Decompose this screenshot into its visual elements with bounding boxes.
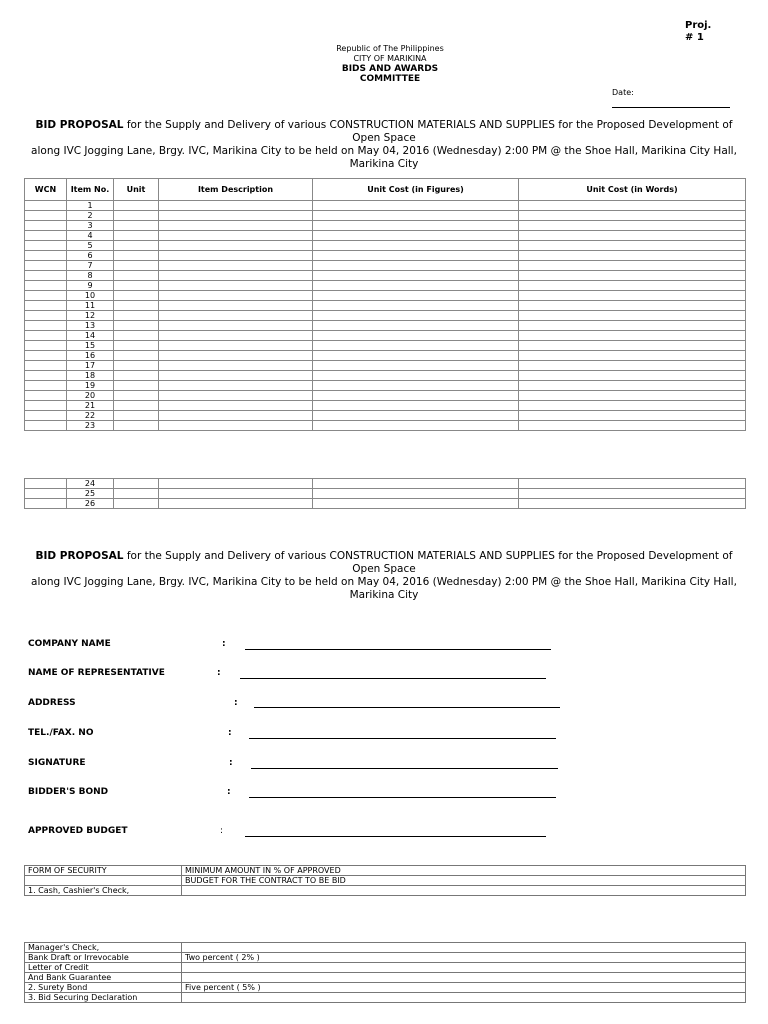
table-cell bbox=[313, 401, 519, 411]
items-table-continued-body bbox=[25, 479, 746, 509]
table-cell bbox=[114, 251, 159, 261]
table-row bbox=[25, 361, 746, 371]
table-cell bbox=[114, 241, 159, 251]
table-cell bbox=[519, 281, 746, 291]
title-line3: along IVC Jogging Lane, Brgy. IVC, Marikina City to be held on May 04, 2016 (Wednesday) 2:00 PM @ the Shoe Hall, Marikina City Hall, bbox=[31, 145, 737, 157]
security-header-row bbox=[25, 866, 746, 876]
item-number: 7 bbox=[67, 261, 114, 271]
signature-line[interactable] bbox=[251, 768, 558, 769]
address-colon: : bbox=[234, 698, 238, 708]
item-number: 4 bbox=[67, 231, 114, 241]
table-cell bbox=[114, 411, 159, 421]
security-row-cash bbox=[25, 886, 746, 896]
table-cell bbox=[519, 231, 746, 241]
col-item-no: Item No. bbox=[67, 179, 114, 201]
approved-budget-line[interactable] bbox=[245, 836, 546, 837]
committee-label-1: BIDS AND AWARDS bbox=[341, 64, 439, 74]
table-cell bbox=[313, 281, 519, 291]
table-cell bbox=[25, 211, 67, 221]
table-cell bbox=[114, 391, 159, 401]
signature-label: SIGNATURE bbox=[28, 758, 86, 768]
table-cell bbox=[25, 411, 67, 421]
table-cell bbox=[114, 281, 159, 291]
table-cell bbox=[519, 351, 746, 361]
table-cell bbox=[519, 381, 746, 391]
table-row bbox=[25, 411, 746, 421]
col-unit-cost-words: Unit Cost (in Words) bbox=[519, 179, 746, 201]
document-header bbox=[290, 44, 490, 84]
telfax-colon: : bbox=[228, 728, 232, 738]
table-cell bbox=[519, 301, 746, 311]
bid-proposal-title bbox=[20, 119, 748, 171]
security-cont-row: Manager's Check, bbox=[25, 943, 746, 953]
table-cell bbox=[313, 351, 519, 361]
table-cell bbox=[519, 421, 746, 431]
table-cell bbox=[25, 241, 67, 251]
bidders-bond-colon: : bbox=[227, 787, 231, 797]
table-cell bbox=[114, 221, 159, 231]
table-row bbox=[25, 499, 746, 509]
item-number: 8 bbox=[67, 271, 114, 281]
title2-line2: Open Space bbox=[352, 563, 416, 575]
two-percent-label: Two percent ( 2% ) bbox=[182, 953, 746, 963]
table-row bbox=[25, 341, 746, 351]
security-row-surety bbox=[25, 983, 746, 993]
approved-budget-label: APPROVED BUDGET bbox=[28, 826, 128, 836]
item-number: 10 bbox=[67, 291, 114, 301]
table-row bbox=[25, 221, 746, 231]
title2-line4: Marikina City bbox=[349, 589, 419, 601]
table-cell bbox=[519, 331, 746, 341]
table-cell bbox=[313, 261, 519, 271]
table-row bbox=[25, 381, 746, 391]
table-row bbox=[25, 231, 746, 241]
address-line[interactable] bbox=[254, 707, 560, 708]
republic-label: Republic of The Philippines bbox=[336, 44, 444, 53]
table-cell bbox=[313, 241, 519, 251]
table-cell bbox=[25, 251, 67, 261]
telfax-label: TEL./FAX. NO bbox=[28, 728, 94, 738]
table-cell bbox=[159, 311, 313, 321]
table-cell bbox=[114, 401, 159, 411]
table-row bbox=[25, 321, 746, 331]
table-cell bbox=[313, 391, 519, 401]
title-line1: for the Supply and Delivery of various CONSTRUCTION MATERIALS AND SUPPLIES for the Proposed Development of bbox=[123, 119, 733, 131]
project-number: Proj. # 1 bbox=[685, 20, 712, 43]
item-number: 21 bbox=[67, 401, 114, 411]
table-cell bbox=[313, 421, 519, 431]
item-number: 16 bbox=[67, 351, 114, 361]
col-unit-cost-figures: Unit Cost (in Figures) bbox=[313, 179, 519, 201]
item-number: 2 bbox=[67, 211, 114, 221]
company-name-colon: : bbox=[222, 639, 226, 649]
items-table-body bbox=[25, 201, 746, 431]
table-cell bbox=[114, 331, 159, 341]
table-cell bbox=[114, 361, 159, 371]
table-cell bbox=[114, 261, 159, 271]
table-cell bbox=[25, 489, 67, 499]
item-number: 19 bbox=[67, 381, 114, 391]
table-cell bbox=[313, 221, 519, 231]
table-cell bbox=[313, 381, 519, 391]
item-number: 6 bbox=[67, 251, 114, 261]
table-row bbox=[25, 489, 746, 499]
table-cell bbox=[159, 281, 313, 291]
table-row bbox=[25, 421, 746, 431]
table-cell bbox=[519, 321, 746, 331]
table-cell bbox=[25, 341, 67, 351]
table-cell bbox=[25, 401, 67, 411]
table-cell bbox=[159, 241, 313, 251]
security-col2-header-2: BUDGET FOR THE CONTRACT TO BE BID bbox=[182, 876, 746, 886]
item-number: 1 bbox=[67, 201, 114, 211]
table-cell bbox=[519, 479, 746, 489]
table-cell bbox=[159, 381, 313, 391]
five-percent-label: Five percent ( 5% ) bbox=[182, 983, 746, 993]
table-cell bbox=[25, 311, 67, 321]
table-row bbox=[25, 211, 746, 221]
table-cell bbox=[313, 291, 519, 301]
security-cont-row: Bank Draft or Irrevocable Two percent ( 2% ) bbox=[25, 953, 746, 963]
table-row bbox=[25, 401, 746, 411]
security-col2-header-1: MINIMUM AMOUNT IN % OF APPROVED bbox=[182, 866, 746, 876]
table-header-row bbox=[25, 179, 746, 201]
table-cell bbox=[159, 411, 313, 421]
table-cell bbox=[25, 421, 67, 431]
signature-colon: : bbox=[229, 758, 233, 768]
approved-budget-colon: : bbox=[220, 826, 224, 836]
table-cell bbox=[25, 351, 67, 361]
security-row-declaration bbox=[25, 993, 746, 1003]
address-label: ADDRESS bbox=[28, 698, 76, 708]
table-cell bbox=[313, 411, 519, 421]
item-number: 22 bbox=[67, 411, 114, 421]
table-cell bbox=[25, 231, 67, 241]
table-cell bbox=[159, 489, 313, 499]
table-row bbox=[25, 251, 746, 261]
item-number: 26 bbox=[67, 499, 114, 509]
table-cell bbox=[313, 231, 519, 241]
bid-securing-declaration-label: 3. Bid Securing Declaration bbox=[25, 993, 182, 1003]
table-row bbox=[25, 331, 746, 341]
table-cell bbox=[159, 231, 313, 241]
table-row bbox=[25, 201, 746, 211]
table-cell bbox=[519, 371, 746, 381]
table-cell bbox=[114, 341, 159, 351]
table-cell bbox=[114, 291, 159, 301]
table-cell bbox=[25, 331, 67, 341]
table-row bbox=[25, 301, 746, 311]
table-cell bbox=[313, 341, 519, 351]
security-header-row-2 bbox=[25, 876, 746, 886]
items-table bbox=[24, 178, 746, 431]
representative-label: NAME OF REPRESENTATIVE bbox=[28, 668, 165, 678]
item-number: 11 bbox=[67, 301, 114, 311]
table-cell bbox=[519, 411, 746, 421]
table-cell bbox=[313, 271, 519, 281]
item-number: 3 bbox=[67, 221, 114, 231]
table-cell bbox=[159, 301, 313, 311]
col-wcn: WCN bbox=[25, 179, 67, 201]
table-cell bbox=[159, 351, 313, 361]
table-cell bbox=[519, 499, 746, 509]
table-cell bbox=[159, 499, 313, 509]
security-table bbox=[24, 865, 746, 896]
table-cell bbox=[519, 361, 746, 371]
date-label: Date: bbox=[612, 88, 634, 97]
table-cell bbox=[159, 291, 313, 301]
table-row bbox=[25, 351, 746, 361]
title-line2: Open Space bbox=[352, 132, 416, 144]
telfax-line[interactable] bbox=[249, 738, 556, 739]
security-cont-row: And Bank Guarantee bbox=[25, 973, 746, 983]
item-number: 20 bbox=[67, 391, 114, 401]
table-cell bbox=[114, 201, 159, 211]
item-number: 24 bbox=[67, 479, 114, 489]
security-table-continued bbox=[24, 942, 746, 1003]
table-row bbox=[25, 391, 746, 401]
item-number: 23 bbox=[67, 421, 114, 431]
table-cell bbox=[114, 351, 159, 361]
table-cell bbox=[159, 321, 313, 331]
table-cell bbox=[519, 391, 746, 401]
table-cell bbox=[519, 489, 746, 499]
table-cell bbox=[519, 271, 746, 281]
table-cell bbox=[313, 321, 519, 331]
table-cell bbox=[159, 371, 313, 381]
table-row bbox=[25, 311, 746, 321]
table-cell bbox=[519, 211, 746, 221]
table-row bbox=[25, 261, 746, 271]
table-cell bbox=[159, 201, 313, 211]
table-cell bbox=[313, 201, 519, 211]
table-cell bbox=[114, 499, 159, 509]
company-name-label: COMPANY NAME bbox=[28, 639, 111, 649]
date-line bbox=[612, 97, 730, 108]
table-cell bbox=[313, 251, 519, 261]
table-cell bbox=[159, 211, 313, 221]
table-cell bbox=[519, 311, 746, 321]
table-cell bbox=[114, 421, 159, 431]
table-cell bbox=[25, 479, 67, 489]
table-cell bbox=[25, 291, 67, 301]
table-cell bbox=[313, 361, 519, 371]
table-cell bbox=[25, 271, 67, 281]
table-cell bbox=[25, 361, 67, 371]
table-cell bbox=[519, 221, 746, 231]
company-name-line[interactable] bbox=[245, 649, 551, 650]
table-cell bbox=[25, 391, 67, 401]
representative-colon: : bbox=[217, 668, 221, 678]
title2-line1: for the Supply and Delivery of various CONSTRUCTION MATERIALS AND SUPPLIES for the Proposed Development of bbox=[123, 550, 733, 562]
table-cell bbox=[114, 371, 159, 381]
table-row bbox=[25, 271, 746, 281]
title-line4: Marikina City bbox=[349, 158, 419, 170]
security-cash-label: 1. Cash, Cashier's Check, bbox=[25, 886, 182, 896]
table-cell bbox=[25, 261, 67, 271]
table-row bbox=[25, 281, 746, 291]
table-cell bbox=[114, 321, 159, 331]
table-cell bbox=[159, 341, 313, 351]
table-cell bbox=[114, 489, 159, 499]
item-number: 17 bbox=[67, 361, 114, 371]
table-cell bbox=[159, 421, 313, 431]
table-cell bbox=[25, 281, 67, 291]
table-cell bbox=[313, 489, 519, 499]
item-number: 14 bbox=[67, 331, 114, 341]
security-cont-row: Letter of Credit bbox=[25, 963, 746, 973]
table-cell bbox=[114, 479, 159, 489]
table-cell bbox=[159, 391, 313, 401]
table-cell bbox=[25, 321, 67, 331]
item-number: 13 bbox=[67, 321, 114, 331]
title2-line3: along IVC Jogging Lane, Brgy. IVC, Marikina City to be held on May 04, 2016 (Wednesday) 2:00 PM @ the Shoe Hall, Marikina City Hall, bbox=[31, 576, 737, 588]
surety-bond-label: 2. Surety Bond bbox=[25, 983, 182, 993]
table-cell bbox=[519, 291, 746, 301]
table-cell bbox=[159, 221, 313, 231]
table-cell bbox=[313, 371, 519, 381]
table-cell bbox=[313, 211, 519, 221]
table-cell bbox=[313, 499, 519, 509]
table-row bbox=[25, 371, 746, 381]
title-bold: BID PROPOSAL bbox=[35, 119, 124, 131]
table-cell bbox=[159, 261, 313, 271]
security-col1-header: FORM OF SECURITY bbox=[25, 866, 182, 876]
table-cell bbox=[159, 361, 313, 371]
table-row bbox=[25, 479, 746, 489]
table-cell bbox=[159, 271, 313, 281]
item-number: 18 bbox=[67, 371, 114, 381]
table-cell bbox=[159, 251, 313, 261]
item-number: 5 bbox=[67, 241, 114, 251]
city-label: CITY OF MARIKINA bbox=[353, 54, 427, 63]
table-cell bbox=[114, 311, 159, 321]
table-cell bbox=[25, 201, 67, 211]
col-item-description: Item Description bbox=[159, 179, 313, 201]
table-cell bbox=[313, 479, 519, 489]
table-cell bbox=[313, 311, 519, 321]
table-cell bbox=[25, 371, 67, 381]
table-cell bbox=[159, 401, 313, 411]
table-cell bbox=[114, 271, 159, 281]
representative-line[interactable] bbox=[240, 678, 546, 679]
item-number: 12 bbox=[67, 311, 114, 321]
table-cell bbox=[25, 301, 67, 311]
title2-bold: BID PROPOSAL bbox=[35, 550, 124, 562]
table-row bbox=[25, 241, 746, 251]
bid-proposal-title-2 bbox=[20, 550, 748, 602]
table-cell bbox=[519, 401, 746, 411]
items-table-continued bbox=[24, 478, 746, 509]
table-cell bbox=[519, 261, 746, 271]
date-field bbox=[612, 88, 730, 108]
bidders-bond-line[interactable] bbox=[249, 797, 556, 798]
table-cell bbox=[25, 381, 67, 391]
table-cell bbox=[25, 221, 67, 231]
table-row bbox=[25, 291, 746, 301]
item-number: 15 bbox=[67, 341, 114, 351]
table-cell bbox=[159, 479, 313, 489]
table-cell bbox=[313, 301, 519, 311]
committee-label-2: COMMITTEE bbox=[359, 74, 421, 84]
table-cell bbox=[159, 331, 313, 341]
bidders-bond-label: BIDDER'S BOND bbox=[28, 787, 109, 797]
col-unit: Unit bbox=[114, 179, 159, 201]
table-cell bbox=[313, 331, 519, 341]
item-number: 25 bbox=[67, 489, 114, 499]
table-cell bbox=[519, 201, 746, 211]
table-cell bbox=[114, 211, 159, 221]
item-number: 9 bbox=[67, 281, 114, 291]
table-cell bbox=[25, 499, 67, 509]
table-cell bbox=[519, 251, 746, 261]
table-cell bbox=[519, 241, 746, 251]
table-cell bbox=[114, 231, 159, 241]
table-cell bbox=[519, 341, 746, 351]
table-cell bbox=[114, 301, 159, 311]
table-cell bbox=[114, 381, 159, 391]
